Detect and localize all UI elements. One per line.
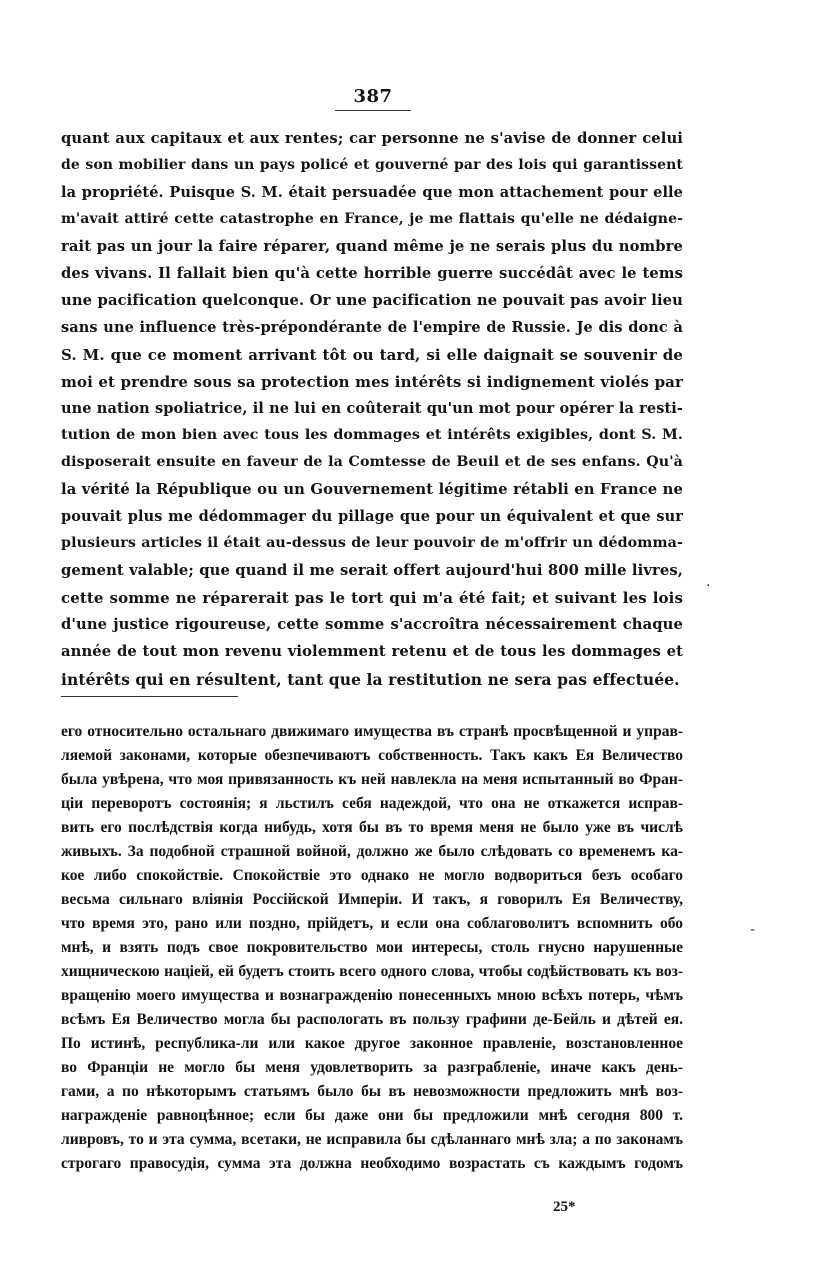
footnote-line: По истинѣ, республика-ли или какое другое законное правленіе, возстановленное [61,1035,683,1052]
footnote-line: хищническою націей, ей будетъ стоить всего одного слова, чтобы содѣйствовать къ воз- [61,963,683,980]
main-text-line: pouvait plus me dédommager du pillage que pour un équivalent et que sur [61,508,683,525]
main-text-line: d'une justice rigoureuse, cette somme s'accroîtra nécessairement chaque [61,616,683,633]
footnote-line: живыхъ. За подобной страшной войной, должно же было слѣдовать со временемъ ка- [61,843,683,860]
main-text-line: sans une influence très-prépondérante de l'empire de Russie. Je dis donc à [61,319,683,336]
main-text-line: quant aux capitaux et aux rentes; car personne ne s'avise de donner celui [61,130,683,147]
footnote-line: ляемой законами, которые обезпечиваютъ собственность. Такъ какъ Ея Величество [61,747,683,764]
main-text-line: une pacification quelconque. Or une pacification ne pouvait pas avoir lieu [61,292,683,309]
footnote-line: вращенію моего имущества и вознагражденію понесенныхъ мною всѣхъ потерь, чѣмъ [61,987,683,1004]
footnote-line: ціи переворотъ состоянія; я льстилъ себя надеждой, что она не откажется исправ- [61,795,683,812]
main-text-line: des vivans. Il fallait bien qu'à cette horrible guerre succédât avec le tems [61,265,683,282]
main-text-line: rait pas un jour la faire réparer, quand même je ne serais plus du nombre [61,238,683,255]
main-text-line: disposerait ensuite en faveur de la Comtesse de Beuil et de ses enfans. Qu'à [61,454,683,470]
footnote-rule [61,696,238,697]
footnote-line: гами, а по нѣкоторымъ статьямъ было бы въ невозможности предложить мнѣ воз- [61,1083,683,1100]
footnote-line: награжденіе равноцѣнное; если бы даже они бы предложили мнѣ сегодня 800 т. [61,1107,683,1124]
main-text-line: une nation spoliatrice, il ne lui en coûterait qu'un mot pour opérer la resti- [61,400,683,417]
main-text-line: gement valable; que quand il me serait offert aujourd'hui 800 mille livres, [61,562,683,579]
main-text-line: plusieurs articles il était au-dessus de leur pouvoir de m'offrir un dédomma- [61,535,683,551]
main-text-line: la vérité la République ou un Gouvernement légitime rétabli en France ne [61,481,683,498]
margin-dash: - [750,922,756,938]
footnote-line: мнѣ, и взять подъ свое покровительство мои интересы, столь гнусно нарушенные [61,939,683,956]
footnote-line: вить его послѣдствія когда нибудь, хотя бы въ то время меня не было уже въ числѣ [61,819,683,836]
signature-mark: 25* [553,1199,576,1215]
page-number-rule [335,110,411,111]
footnote-line: во Франціи не могло бы меня удовлетворить за разграбленіе, иначе какъ день- [61,1059,683,1076]
main-text-line: moi et prendre sous sa protection mes intérêts si indignement violés par [61,373,683,391]
footnote-line: что время это, рано или поздно, прійдетъ, и если она соблаговолитъ вспомнить обо [61,915,683,932]
main-text-line: S. M. que ce moment arrivant tôt ou tard, si elle daignait se souvenir de [61,346,683,364]
main-text-line: année de tout mon revenu violemment retenu et de tous les dommages et [61,643,683,660]
footnote-line: была увѣрена, что моя привязанность къ ней навлекла на меня испытанный во Фран- [61,771,683,788]
footnote-line: строгаго правосудія, сумма эта должна необходимо возрастать съ каждымъ годомъ [61,1155,683,1172]
main-text-line: de son mobilier dans un pays policé et gouverné par des lois qui garantissent [61,157,683,173]
main-text-line: m'avait attiré cette catastrophe en France, je me flattais qu'elle ne dédaigne- [61,211,683,227]
main-text-line: la propriété. Puisque S. M. était persuadée que mon attachement pour elle [61,184,683,201]
main-text-line: tution de mon bien avec tous les dommages et intérêts exigibles, dont S. M. [61,427,683,443]
page-number: 387 [353,86,393,107]
margin-dot: · [706,578,711,594]
footnote-line: его относительно остальнаго движимаго имущества въ странѣ просвѣщенной и управ- [61,723,683,740]
main-text-line: cette somme ne réparerait pas le tort qui m'a été fait; et suivant les lois [61,589,683,607]
footnote-line: весьма сильнаго вліянія Россійской Имперіи. И такъ, я говорилъ Ея Величеству, [61,891,683,908]
main-text-line: intérêts qui en résultent, tant que la restitution ne sera pas effectuée. [61,670,680,689]
footnote-line: всѣмъ Ея Величество могла бы распологать въ пользу графини де-Бейль и дѣтей ея. [61,1011,683,1028]
footnote-line: ливровъ, то и эта сумма, всетаки, не исправила бы сдѣланнаго мнѣ зла; а по законамъ [61,1131,683,1148]
footnote-line: кое либо спокойствіе. Спокойствіе это однако не могло водвориться безъ особаго [61,867,683,884]
